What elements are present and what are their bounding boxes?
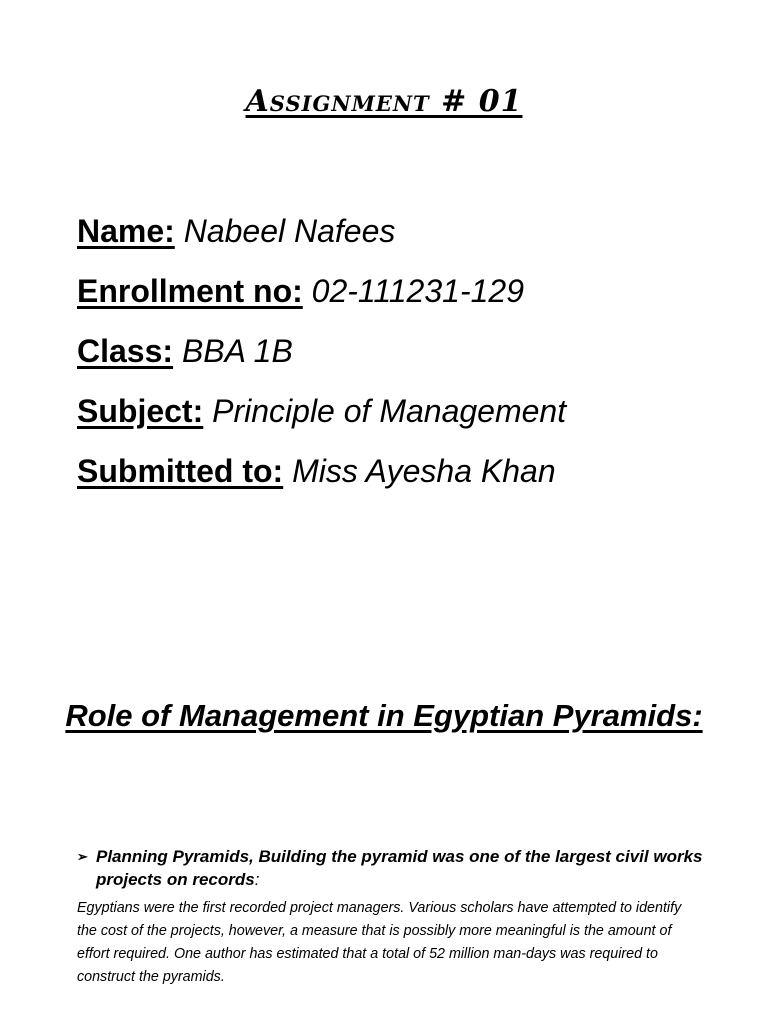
bullet-item [77, 845, 717, 891]
student-info [77, 208, 737, 508]
info-value: Principle of Management [212, 393, 567, 429]
section-heading [0, 693, 768, 738]
info-label: Class: [77, 333, 174, 369]
section-heading-text: Role of Management in Egyptian Pyramids: [65, 698, 703, 733]
info-value: Miss Ayesha Khan [292, 453, 556, 489]
info-row-name [77, 208, 737, 268]
assignment-title-text: Assignment # 01 [245, 84, 523, 119]
info-value: BBA 1B [181, 333, 293, 369]
assignment-title [0, 84, 768, 119]
info-row-submitted-to [77, 448, 737, 508]
info-value: Nabeel Nafees [183, 213, 396, 249]
info-row-enrollment [77, 268, 737, 328]
info-row-subject [77, 388, 737, 448]
info-label: Enrollment no: [77, 273, 303, 309]
info-label: Name: [77, 213, 175, 249]
info-value: 02-111231-129 [311, 273, 524, 309]
bullet-text: Planning Pyramids, Building the pyramid was one of the largest civil works projects on records [96, 847, 703, 889]
arrow-bullet-icon: ➢ [77, 849, 88, 864]
bullet-text-wrap [77, 845, 717, 891]
info-label: Submitted to: [77, 453, 284, 489]
bullet-colon: : [254, 870, 260, 889]
info-row-class [77, 328, 737, 388]
info-label: Subject: [77, 393, 204, 429]
body-paragraph: Egyptians were the first recorded project managers. Various scholars have attempted to identify the cost of the projects, however, a measure that is possibly more meaningful is the amount of effort required. One author has estimated that a total of 52 million man-days was required to construct the pyramids. [77, 900, 682, 985]
